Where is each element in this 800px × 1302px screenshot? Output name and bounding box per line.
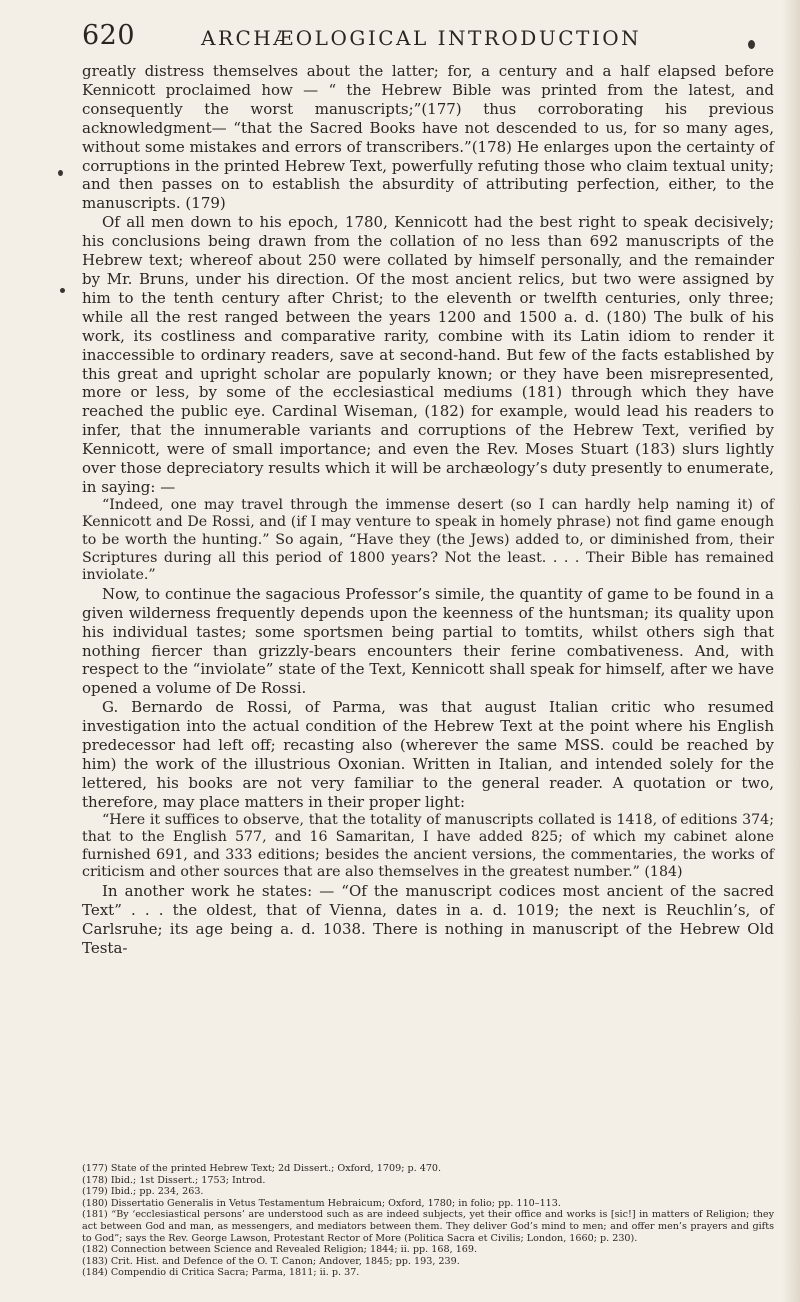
quotation-paragraph: “Indeed, one may travel through the immense desert (so I can hardly help naming it) of Kennicott and De Rossi, and (if I may venture to speak in homely phrase) not find game enough to be worth the hunting.” So again, “Have they (the Jews) added to, or diminished from, their Scriptures during all this period of 1800 years? Not the least. . . . Their Bible has remained inviolate.” (82, 496, 774, 584)
paragraph: Now, to continue the sagacious Professor’s simile, the quantity of game to be found in a given wilderness frequently depends upon the keenness of the huntsman; its quality upon his individual tastes; some sportsmen being partial to tomtits, whilst others sigh that nothing fiercer than grizzly-bears encounters their ferine combativeness. And, with respect to the “inviolate” state of the Text, Kennicott shall speak for himself, after we have opened a volume of De Rossi. (82, 584, 774, 698)
page-header (82, 18, 782, 54)
body-text (82, 62, 774, 958)
footnote: (182) Connection between Science and Revealed Religion; 1844; ii. pp. 168, 169. (82, 1244, 478, 1256)
footnote: (179) Ibid.; pp. 234, 263. (82, 1186, 204, 1198)
footnotes (82, 1163, 774, 1279)
ink-spot (60, 288, 65, 293)
quotation-paragraph: “Here it suffices to observe, that the totality of manuscripts collated is 1418, of editions 374; that to the English 577, and 16 Samaritan, I have added 825; of which my cabinet alone furnished 691, and 333 editions; besides the ancient versions, the commentaries, the works of criticism and other sources that are also themselves in the greatest number.” (184) (82, 811, 774, 881)
footnote: (180) Dissertatio Generalis in Vetus Testamentum Hebraicum; Oxford, 1780; in folio; pp. 110–113. (82, 1197, 561, 1209)
page-edge-shadow (782, 0, 800, 1302)
footnote: (183) Crit. Hist. and Defence of the O. T. Canon; Andover, 1845; pp. 193, 239. (82, 1255, 460, 1267)
ink-spot (748, 40, 755, 49)
footnote: (184) Compendio di Critica Sacra; Parma, 1811; ii. p. 37. (82, 1267, 360, 1279)
paragraph: greatly distress themselves about the latter; for, a century and a half elapsed before Kennicott proclaimed how — “ the Hebrew Bible was printed from the latest, and consequently the worst manuscripts;”(177) thus corroborating his previous acknowledgment— “that the Sacred Books have not descended to us, for so many ages, without some mistakes and errors of transcribers.”(178) He enlarges upon the certainty of corruptions in the printed Hebrew Text, powerfully refuting those who claim textual unity; and then passes on to establish the absurdity of attributing perfection, either, to the manuscripts. (179) (82, 62, 774, 213)
running-title: ARCHÆOLOGICAL INTRODUCTION (201, 26, 642, 50)
footnote: (177) State of the printed Hebrew Text; 2d Dissert.; Oxford, 1709; p. 470. (82, 1163, 442, 1174)
paragraph: In another work he states: — “Of the manuscript codices most ancient of the sacred Text” . . . the oldest, that of Vienna, dates in a. d. 1019; the next is Reuchlin’s, of Carlsruhe; its age being a. d. 1038. There is nothing in manuscript of the Hebrew Old Testa- (82, 882, 774, 957)
footnote: (178) Ibid.; 1st Dissert.; 1753; Introd. (82, 1174, 266, 1186)
page-number: 620 (82, 20, 136, 51)
footnote: (181) “By ‘ecclesiastical persons’ are understood such as are indeed subjects, yet their office and works is [sic!] in matters of Religion; they act between God and man, as messengers, and mediators between them. They deliver God’s mind to men; and offer men’s prayers and gifts to God”; says the Rev. George Lawson, Protestant Rector of More (Politica Sacra et Civilis; London, 1660; p. 230). (82, 1209, 774, 1244)
paragraph: Of all men down to his epoch, 1780, Kennicott had the best right to speak decisively; his conclusions being drawn from the collation of no less than 692 manuscripts of the Hebrew text; whereof about 250 were collated by himself personally, and the remainder by Mr. Bruns, under his direction. Of the most ancient relics, but two were assigned by him to the tenth century after Christ; to the eleventh or twelfth centuries, only three; while all the rest ranged between the years 1200 and 1500 a. d. (180) The bulk of his work, its costliness and comparative rarity, combine with its Latin idiom to render it inaccessible to ordinary readers, save at second-hand. But few of the facts established by this great and upright scholar are popularly known; or they have been misrepresented, more or less, by some of the ecclesiastical mediums (181) through which they have reached the public eye. Cardinal Wiseman, (182) for example, would lead his readers to infer, that the innumerable variants and corruptions of the Hebrew Text, verified by Kennicott, were of small importance; and even the Rev. Moses Stuart (183) slurs lightly over those depreciatory results which it will be archæology’s duty presently to enumerate, in saying: — (82, 213, 774, 496)
paragraph: G. Bernardo de Rossi, of Parma, was that august Italian critic who resumed investigation into the actual condition of the Hebrew Text at the point where his English predecessor had left off; recasting also (wherever the same MSS. could be reached by him) the work of the illustrious Oxonian. Written in Italian, and intended solely for the lettered, his books are not very familiar to the general reader. A quotation or two, therefore, may place matters in their proper light: (82, 698, 774, 811)
ink-spot (58, 170, 63, 176)
